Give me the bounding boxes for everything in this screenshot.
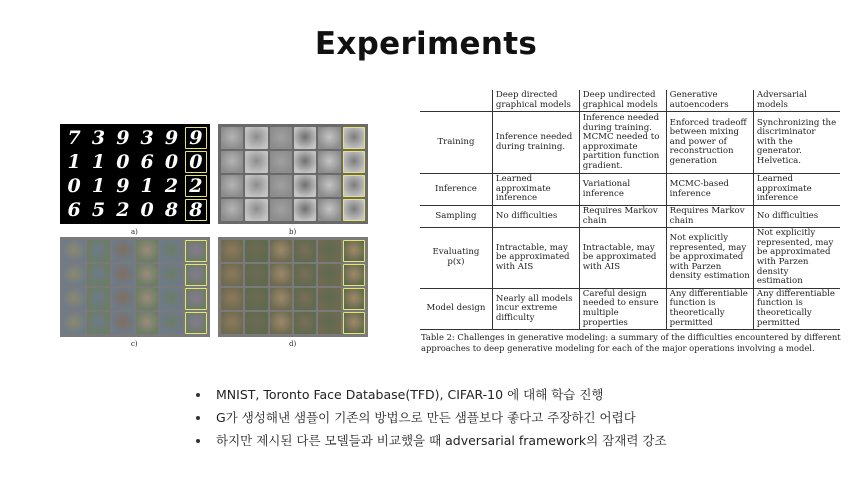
table-cell: Intractable, may be approximated with AIS: [579, 228, 666, 289]
bullet-item: [196, 433, 667, 456]
row-label: Evaluating p(x): [420, 228, 492, 289]
table-cell: Learned approximate inference: [753, 174, 840, 206]
cifar-sample: [245, 312, 267, 334]
cifar-sample: [136, 288, 158, 310]
table-row: [420, 112, 840, 174]
cifar-sample: [160, 240, 182, 262]
mnist-digit-sample: 0: [164, 151, 179, 173]
table-cell: Any differentiable function is theoretically permitted: [753, 288, 840, 329]
face-sample: [221, 151, 243, 173]
cifar-sample: [221, 240, 243, 262]
table-cell: Inference needed during training.: [492, 112, 579, 174]
row-label: Inference: [420, 174, 492, 206]
face-sample: [245, 127, 267, 149]
bullet-item: [196, 387, 667, 410]
mnist-digit-sample: 9: [116, 175, 130, 197]
face-sample: [221, 175, 243, 197]
panel-caption-b: b): [289, 228, 297, 236]
cifar-sample: [294, 312, 316, 334]
cifar-sample: [87, 240, 109, 262]
bullet-text: G가 생성해낸 샘플이 기존의 방법으로 만든 샘플보다 좋다고 주장하긴 어렵다: [216, 410, 636, 425]
cifar-sample: [343, 288, 365, 310]
mnist-digit-sample: 9: [185, 127, 207, 149]
cifar-sample: [112, 264, 134, 286]
cifar-sample: [270, 312, 292, 334]
cifar-sample: [270, 240, 292, 262]
bullet-dot-icon: [196, 439, 200, 443]
mnist-digit-sample: 1: [67, 151, 81, 173]
table-cell: Requires Markov chain: [666, 205, 753, 227]
cifar-sample: [185, 240, 207, 262]
panel-caption-d: d): [289, 340, 297, 348]
face-sample: [270, 151, 292, 173]
table-header-row: [420, 90, 840, 112]
face-sample: [245, 175, 267, 197]
cifar-sample: [160, 312, 182, 334]
table-cell: Enforced tradeoff between mixing and power of reconstruction generation: [666, 112, 753, 174]
mnist-digit-sample: 1: [91, 151, 106, 173]
cifar-sample: [318, 312, 340, 334]
table-cell: No difficulties: [492, 205, 579, 227]
table-cell: No difficulties: [753, 205, 840, 227]
cifar-sample: [63, 312, 85, 334]
face-sample: [318, 151, 340, 173]
comparison-table: [420, 90, 840, 330]
table-row: [420, 205, 840, 227]
face-sample: [221, 127, 243, 149]
table-row: [420, 174, 840, 206]
cifar-sample: [343, 312, 365, 334]
table-header-cell: Deep directed graphical models: [492, 90, 579, 112]
face-sample: [343, 151, 365, 173]
bullet-text: 하지만 제시된 다른 모델들과 비교했을 때 adversarial framework의 잠재력 강조: [216, 433, 667, 448]
cifar-sample: [294, 264, 316, 286]
bullet-list: [196, 387, 667, 456]
bullet-dot-icon: [196, 416, 200, 420]
face-sample: [270, 175, 292, 197]
panel-caption-a: a): [131, 228, 138, 236]
cifar-sample: [343, 240, 365, 262]
table-header-cell: Deep undirected graphical models: [579, 90, 666, 112]
face-sample: [343, 199, 365, 221]
cifar-sample: [245, 240, 267, 262]
cifar-sample: [112, 288, 134, 310]
mnist-digit-sample: 1: [140, 175, 154, 197]
table-cell: Learned approximate inference: [492, 174, 579, 206]
table-cell: Variational inference: [579, 174, 666, 206]
cifar-panel-c: [60, 237, 210, 337]
face-sample: [294, 175, 316, 197]
table-caption: Table 2: Challenges in generative modeling: a summary of the difficulties encountered by different approaches to deep generative modeling for each of the major operations involving a model.: [421, 332, 841, 353]
table-cell: Intractable, may be approximated with AIS: [492, 228, 579, 289]
cifar-sample: [294, 288, 316, 310]
cifar-sample: [160, 264, 182, 286]
mnist-digit-sample: 8: [164, 199, 179, 221]
face-sample: [318, 199, 340, 221]
mnist-digit-sample: 6: [140, 151, 154, 173]
cifar-sample: [87, 312, 109, 334]
cifar-sample: [112, 240, 134, 262]
panel-caption-c: c): [131, 340, 138, 348]
table-cell: Careful design needed to ensure multiple properties: [579, 288, 666, 329]
face-sample: [270, 199, 292, 221]
cifar-sample: [87, 264, 109, 286]
face-sample: [270, 127, 292, 149]
cifar-sample: [343, 264, 365, 286]
cifar-sample: [112, 312, 134, 334]
face-sample: [343, 175, 365, 197]
table-row: [420, 228, 840, 289]
row-label: Training: [420, 112, 492, 174]
mnist-digit-sample: 0: [116, 151, 130, 173]
cifar-sample: [221, 288, 243, 310]
table-cell: Nearly all models incur extreme difficulty: [492, 288, 579, 329]
mnist-digit-sample: 0: [185, 151, 207, 173]
cifar-sample: [318, 240, 340, 262]
cifar-panel-d: [218, 237, 368, 337]
cifar-sample: [136, 264, 158, 286]
face-sample: [343, 127, 365, 149]
cifar-sample: [185, 264, 207, 286]
mnist-digit-sample: 0: [67, 175, 81, 197]
mnist-digit-sample: 9: [164, 127, 179, 149]
cifar-sample: [270, 288, 292, 310]
cifar-sample: [63, 240, 85, 262]
cifar-sample: [160, 288, 182, 310]
table-cell: Requires Markov chain: [579, 205, 666, 227]
mnist-digit-sample: 8: [185, 199, 207, 221]
cifar-sample: [221, 312, 243, 334]
mnist-digit-sample: 9: [116, 127, 130, 149]
mnist-panel: [60, 124, 210, 224]
face-sample: [221, 199, 243, 221]
cifar-sample: [318, 264, 340, 286]
face-sample: [294, 199, 316, 221]
table-cell: Not explicitly represented, may be approximated with Parzen density estimation: [666, 228, 753, 289]
table-header-cell: Adversarial models: [753, 90, 840, 112]
cifar-sample: [221, 264, 243, 286]
mnist-digit-sample: 1: [91, 175, 106, 197]
table-cell: Synchronizing the discriminator with the generator. Helvetica.: [753, 112, 840, 174]
cifar-sample: [185, 312, 207, 334]
face-sample: [245, 199, 267, 221]
face-sample: [318, 127, 340, 149]
table-row: [420, 288, 840, 329]
row-label: Model design: [420, 288, 492, 329]
cifar-sample: [270, 264, 292, 286]
mnist-digit-sample: 2: [116, 199, 130, 221]
cifar-sample: [245, 288, 267, 310]
cifar-sample: [63, 264, 85, 286]
table-cell: Inference needed during training. MCMC needed to approximate partition function gradient.: [579, 112, 666, 174]
mnist-digit-sample: 3: [140, 127, 154, 149]
tfd-panel: [218, 124, 368, 224]
bullet-item: [196, 410, 667, 433]
cifar-sample: [136, 312, 158, 334]
sample-figure: [60, 124, 358, 348]
face-sample: [318, 175, 340, 197]
table-header-cell: Generative autoencoders: [666, 90, 753, 112]
mnist-digit-sample: 0: [140, 199, 154, 221]
cifar-sample: [245, 264, 267, 286]
bullet-text: MNIST, Toronto Face Database(TFD), CIFAR-10 에 대해 학습 진행: [216, 387, 604, 402]
slide-title: Experiments: [314, 26, 538, 62]
face-sample: [294, 127, 316, 149]
row-label: Sampling: [420, 205, 492, 227]
table-cell: Any differentiable function is theoretically permitted: [666, 288, 753, 329]
face-sample: [245, 151, 267, 173]
cifar-sample: [294, 240, 316, 262]
cifar-sample: [87, 288, 109, 310]
mnist-digit-sample: 2: [185, 175, 207, 197]
table-header-cell: [420, 90, 492, 112]
cifar-sample: [63, 288, 85, 310]
face-sample: [294, 151, 316, 173]
mnist-digit-sample: 2: [164, 175, 179, 197]
mnist-digit-sample: 3: [91, 127, 106, 149]
bullet-dot-icon: [196, 393, 200, 397]
cifar-sample: [318, 288, 340, 310]
table-cell: Not explicitly represented, may be approximated with Parzen density estimation: [753, 228, 840, 289]
cifar-sample: [185, 288, 207, 310]
table-cell: MCMC-based inference: [666, 174, 753, 206]
mnist-digit-sample: 6: [67, 199, 81, 221]
cifar-sample: [136, 240, 158, 262]
mnist-digit-sample: 7: [67, 127, 81, 149]
mnist-digit-sample: 5: [91, 199, 106, 221]
